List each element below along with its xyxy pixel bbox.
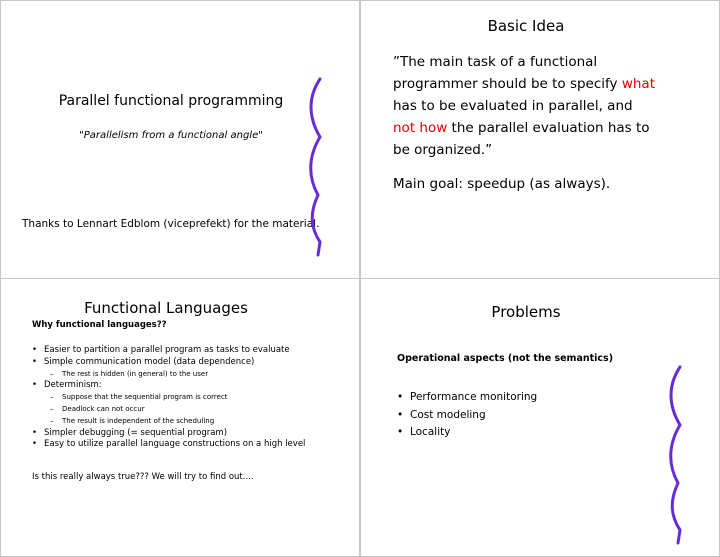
- quote-text: the parallel evaluation has to be organized.”: [393, 120, 650, 158]
- slide1-title: Parallel functional programming: [58, 93, 284, 109]
- sub-bullet-item: – Suppose that the sequential program is correct: [32, 392, 332, 404]
- slide3-title: Functional Languages: [84, 299, 248, 317]
- swirl-decoration-icon: [666, 365, 686, 545]
- slide-problems: [360, 278, 720, 557]
- slide4-title: Problems: [491, 303, 561, 321]
- bullet-item: • Simple communication model (data dependence): [32, 357, 332, 369]
- slide4-heading: Operational aspects (not the semantics): [397, 353, 614, 364]
- slide2-goal: Main goal: speedup (as always).: [393, 176, 611, 192]
- sub-bullet-item: – Deadlock can not occur: [32, 404, 332, 416]
- bullet-item: • Easy to utilize parallel language constructions on a high level: [32, 439, 332, 451]
- bullet-item: • Cost modeling: [397, 407, 537, 425]
- bullet-item: • Easier to partition a parallel program as tasks to evaluate: [32, 345, 332, 357]
- sub-bullet-item: – The result is independent of the scheduling: [32, 416, 332, 428]
- slide3-closing: Is this really always true??? We will try to find out....: [32, 472, 254, 482]
- swirl-decoration-icon: [306, 77, 326, 257]
- bullet-item: • Simpler debugging (= sequential program): [32, 428, 332, 440]
- slide2-quote: [393, 51, 655, 161]
- bullet-item: • Performance monitoring: [397, 389, 537, 407]
- slide-functional-languages: [0, 278, 360, 557]
- slide3-bullet-list: [32, 345, 332, 451]
- slide3-question: Why functional languages??: [32, 320, 167, 330]
- slide2-title: Basic Idea: [487, 17, 565, 35]
- slide1-credit: Thanks to Lennart Edblom (viceprefekt) for the material.: [22, 218, 320, 230]
- slide-basic-idea: [360, 0, 720, 279]
- slide4-bullet-list: [397, 389, 537, 442]
- sub-bullet-item: – The rest is hidden (in general) to the user: [32, 369, 332, 381]
- quote-emphasis-what: what: [621, 76, 655, 92]
- bullet-item: • Determinism:: [32, 380, 332, 392]
- bullet-item: • Locality: [397, 424, 537, 442]
- quote-emphasis-not-how: not how: [393, 120, 448, 136]
- quote-text: ”The main task of a functional programmer should be to specify: [393, 54, 622, 92]
- slide1-subtitle: "Parallelism from a functional angle": [79, 130, 263, 141]
- slide-title: [0, 0, 360, 279]
- quote-text: has to be evaluated in parallel, and: [393, 98, 633, 114]
